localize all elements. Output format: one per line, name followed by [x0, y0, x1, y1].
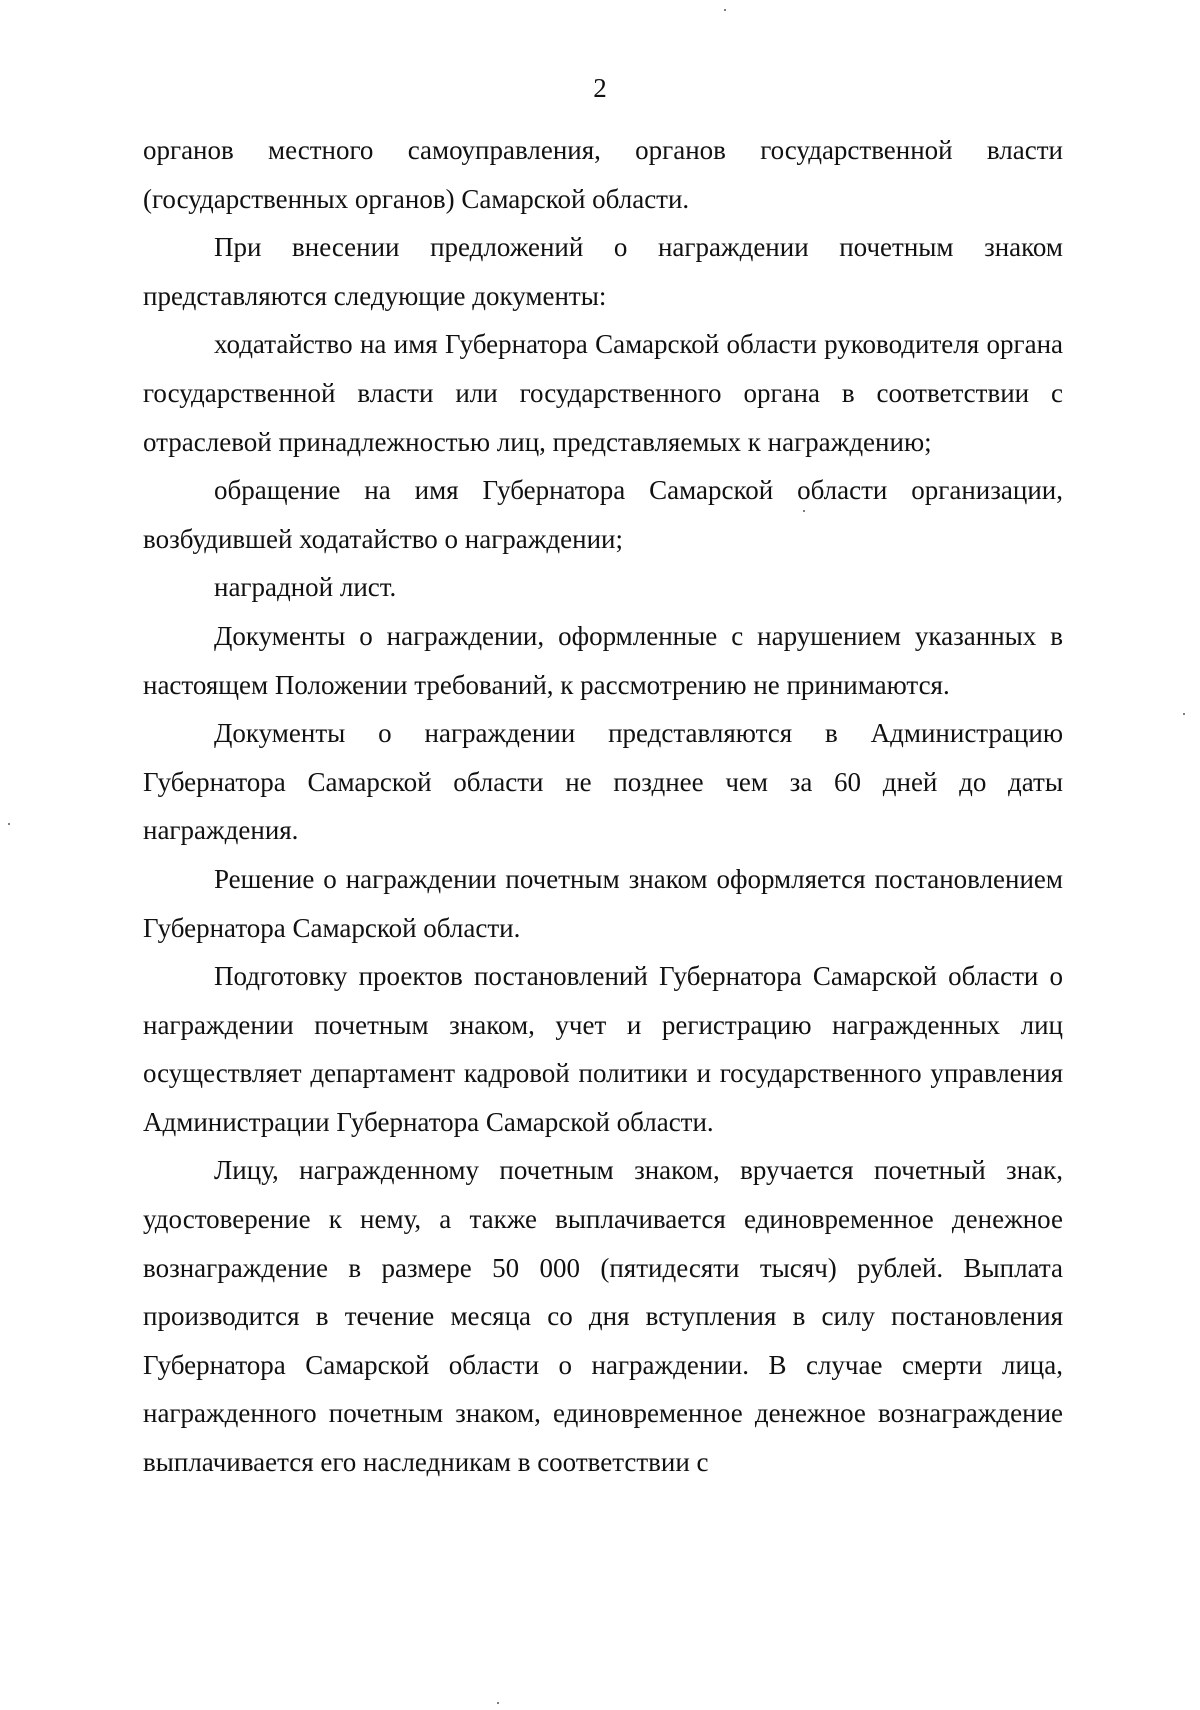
paragraph-continuation: органов местного самоуправления, органов государственной власти (государственных органов) Самарской области.: [143, 135, 1063, 214]
paragraph-reward: Лицу, награжденному почетным знаком, вручается почетный знак, удостоверение к нему, а также выплачивается единовременное денежное вознаграждение в размере 50 000 (пятидесяти тысяч) рублей. Выплата производится в течение месяца со дня вступления в силу постановления Губернатора Самарской области о награждении. В случае смерти лица, награжденного почетным знаком, единовременное денежное вознаграждение выплачивается его наследникам в соответствии с: [143, 1155, 1063, 1478]
scan-speck: [724, 9, 726, 11]
paragraph-submission-intro: При внесении предложений о награждении почетным знаком представляются следующие документы:: [143, 232, 1063, 311]
scan-speck: [1183, 713, 1185, 715]
paragraph-award-sheet: наградной лист.: [214, 572, 397, 603]
paragraph-decision: Решение о награждении почетным знаком оформляется постановлением Губернатора Самарской области.: [143, 863, 1063, 943]
document-body: [143, 126, 1063, 1487]
paragraph-preparation: Подготовку проектов постановлений Губернатора Самарской области о награждении почетным знаком, учет и регистрацию награжденных лиц осуществляет департамент кадровой политики и государственного управления Администрации Губернатора Самарской области.: [143, 961, 1063, 1137]
paragraph-petition: ходатайство на имя Губернатора Самарской области руководителя органа государственной власти или государственного органа в соответствии с отраслевой принадлежностью лиц, представляемых к награждению;: [143, 329, 1063, 457]
paragraph-deadline: Документы о награждении представляются в Администрацию Губернатора Самарской области не позднее чем за 60 дней до даты награждения.: [143, 718, 1063, 846]
scan-speck: [803, 510, 805, 512]
scan-speck: [497, 1702, 499, 1704]
scan-speck: [8, 823, 10, 825]
page-number: 2: [593, 73, 607, 103]
paragraph-rejection: Документы о награждении, оформленные с нарушением указанных в настоящем Положении требований, к рассмотрению не принимаются.: [143, 620, 1063, 700]
paragraph-appeal: обращение на имя Губернатора Самарской области организации, возбудившей ходатайство о награждении;: [143, 475, 1063, 554]
